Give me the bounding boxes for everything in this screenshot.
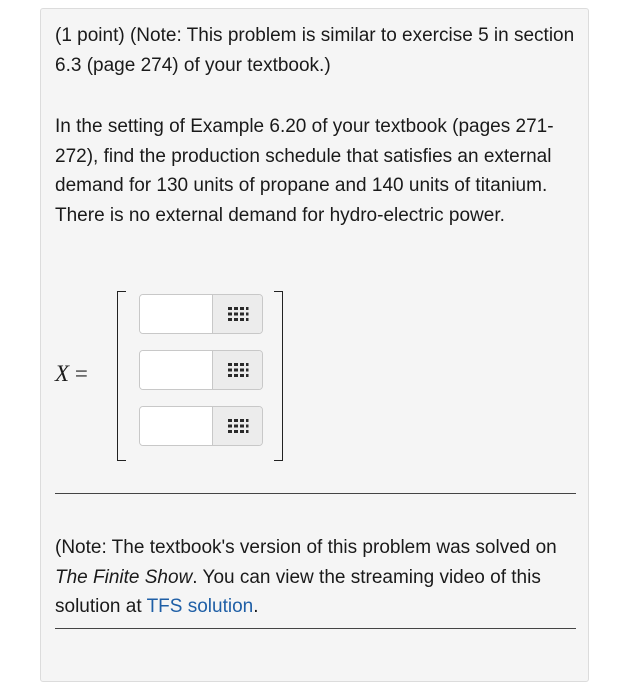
answer-input-1[interactable] xyxy=(140,295,212,333)
matrix-entry-button-3[interactable] xyxy=(212,407,262,445)
problem-card xyxy=(40,8,589,682)
matrix-grid-icon xyxy=(227,306,249,322)
divider-top xyxy=(55,493,576,494)
matrix-entry-3 xyxy=(139,406,263,446)
matrix-grid-icon xyxy=(227,418,249,434)
matrix-entry-2 xyxy=(139,350,263,390)
problem-intro: (1 point) (Note: This problem is similar to exercise 5 in section 6.3 (page 274) of your textbook.) xyxy=(55,25,575,76)
note-show-title: The Finite Show xyxy=(55,566,193,588)
note-text xyxy=(55,533,575,622)
matrix-entry-1 xyxy=(139,294,263,334)
matrix-label xyxy=(55,361,88,387)
left-bracket xyxy=(117,291,126,461)
note-prefix: (Note: The textbook's version of this problem was solved on xyxy=(55,537,557,558)
tfs-solution-link[interactable]: TFS solution xyxy=(146,596,254,617)
right-bracket xyxy=(274,291,283,461)
matrix-entry-button-2[interactable] xyxy=(212,351,262,389)
note-middle: . You can view the streaming video of this solution at xyxy=(55,566,541,617)
variable-x: X xyxy=(55,361,70,386)
problem-statement: In the setting of Example 6.20 of your textbook (pages 271-272), find the production schedule that satisfies an external demand for 130 units of propane and 140 units of titanium. There is no external demand for hydro-electric power. xyxy=(55,116,554,226)
note-suffix: . xyxy=(253,596,259,617)
equals-sign: = xyxy=(74,361,88,386)
matrix-entry-button-1[interactable] xyxy=(212,295,262,333)
matrix-grid-icon xyxy=(227,362,249,378)
answer-input-3[interactable] xyxy=(140,407,212,445)
answer-input-2[interactable] xyxy=(140,351,212,389)
divider-bottom xyxy=(55,628,576,629)
